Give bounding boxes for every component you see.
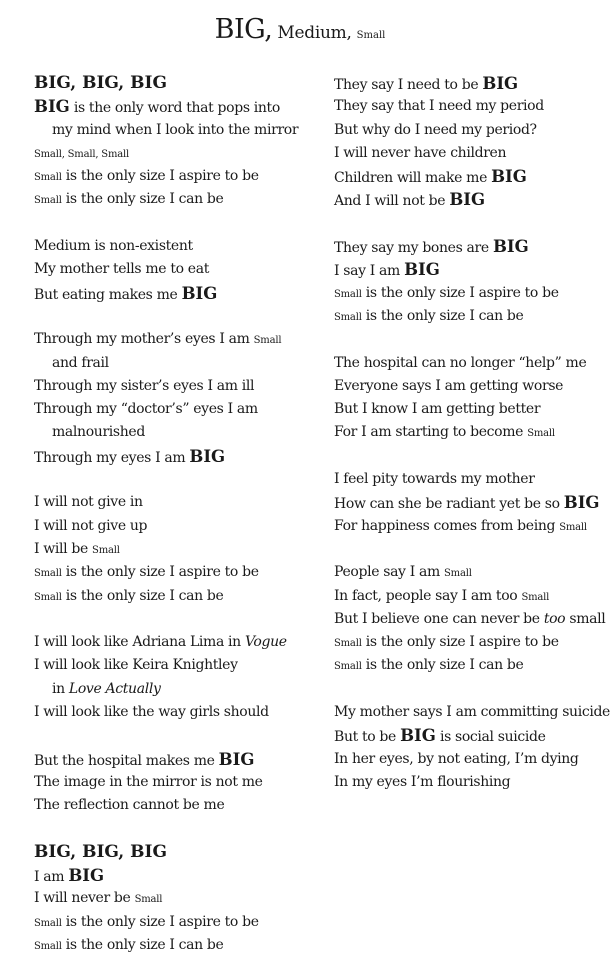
line-text: In fact, people say I am too — [334, 587, 522, 604]
small-word: Small — [334, 311, 362, 323]
poem-line — [34, 258, 316, 281]
poem-line — [334, 771, 596, 794]
poem-line — [334, 631, 596, 654]
stanza-heading — [34, 72, 316, 95]
poem-line — [34, 398, 316, 421]
line-text: is the only size I aspire to be — [61, 913, 259, 930]
line-text: My mother says I am committing suicide — [334, 704, 610, 721]
poem-line — [34, 375, 316, 398]
poem-line — [34, 235, 316, 258]
big-word: BIG — [68, 866, 105, 886]
small-word: Small — [334, 288, 362, 300]
italic-text: too — [543, 610, 566, 627]
big-word: BIG — [449, 190, 486, 210]
line-text: How can she be radiant yet be so — [334, 496, 564, 513]
line-text: And I will not be — [334, 193, 450, 210]
small-word: Small, Small, Small — [34, 148, 129, 160]
line-text: I will look like the way girls should — [34, 704, 269, 721]
poem-line — [34, 864, 316, 887]
small-word: Small — [34, 591, 62, 603]
poem-line — [334, 491, 600, 514]
line-text: I will never be — [34, 890, 135, 907]
line-text: Through my mother’s eyes I am — [34, 331, 254, 348]
line-text: Everyone says I am getting worse — [334, 377, 564, 394]
poem-line — [334, 375, 596, 398]
small-word: Small — [334, 661, 362, 673]
line-text: But I believe one can never be — [334, 610, 544, 627]
poem-line — [34, 188, 316, 211]
poem-line — [34, 934, 316, 957]
poem-line — [34, 142, 316, 165]
poem-line — [34, 165, 316, 188]
line-text: The image in the mirror is not me — [34, 773, 263, 790]
line-text: is the only size I aspire to be — [361, 634, 559, 651]
line-text: my mind when I look into the mirror — [52, 121, 299, 138]
poem-line — [334, 561, 596, 584]
small-word: Small — [34, 568, 62, 580]
line-text: I will not give up — [34, 517, 148, 534]
line-text: They say that I need my period — [334, 98, 544, 115]
big-word: BIG — [563, 493, 600, 513]
poem-line — [34, 538, 316, 561]
line-text: I will be — [34, 540, 93, 557]
small-word: Small — [253, 335, 282, 347]
poem-line — [34, 911, 316, 934]
line-text: is the only size I aspire to be — [361, 284, 559, 301]
small-word: Small — [34, 195, 62, 207]
poem-line — [334, 421, 596, 444]
line-text: is the only size I can be — [361, 307, 524, 324]
big-word: BIG — [181, 283, 218, 303]
poem-line — [34, 585, 316, 608]
poem-line — [34, 515, 316, 538]
poem-line — [334, 608, 606, 631]
poem-line — [34, 887, 316, 910]
poem-line — [334, 188, 596, 211]
big-word: BIG — [404, 260, 440, 280]
poem-line — [334, 585, 596, 608]
line-text: The reflection cannot be me — [34, 797, 225, 814]
line-text: I will never have children — [334, 144, 507, 161]
poem-line — [334, 515, 596, 538]
poem-line — [334, 235, 596, 258]
line-text: is the only size I can be — [61, 587, 224, 604]
poem-line — [34, 491, 316, 514]
poem-line — [334, 724, 596, 747]
poem-right-column — [334, 72, 610, 794]
line-text: Through my sister’s eyes I am ill — [34, 377, 255, 394]
poem-line — [334, 748, 596, 771]
small-word: Small — [34, 172, 62, 184]
poem-line — [34, 794, 316, 817]
line-text: in — [52, 680, 69, 697]
title-big: BIG, — [214, 14, 273, 45]
poem-line — [334, 282, 596, 305]
poem-line — [34, 282, 316, 305]
poem-line — [34, 654, 316, 677]
line-text: Through my “doctor’s” eyes I am — [34, 401, 258, 418]
line-text: is the only size I aspire to be — [61, 564, 259, 581]
line-text: BIG, BIG, BIG — [34, 841, 167, 862]
line-text: I will look like Keira Knightley — [34, 657, 238, 674]
poem-line — [34, 701, 316, 724]
poem-line — [34, 771, 316, 794]
big-word: BIG — [491, 167, 527, 187]
line-text: They say my bones are — [334, 240, 493, 257]
poem-line — [334, 352, 596, 375]
line-text: I will look like Adriana Lima in — [34, 634, 245, 651]
small-word: Small — [444, 568, 472, 580]
line-text: is the only size I can be — [61, 936, 224, 953]
line-text: small — [565, 610, 606, 627]
line-text: is the only size I can be — [361, 657, 524, 674]
line-text: They say I need to be — [334, 77, 483, 93]
big-word: BIG — [218, 749, 255, 769]
italic-text: Vogue — [244, 634, 287, 651]
line-text: The hospital can no longer “help” me — [334, 354, 587, 371]
poem-line — [334, 72, 596, 95]
line-text: I am — [34, 869, 69, 886]
line-text: My mother tells me to eat — [34, 261, 209, 278]
line-text: For happiness comes from being — [334, 517, 560, 534]
poem-left-column — [34, 72, 316, 957]
stanza-heading — [34, 841, 316, 864]
line-text: I feel pity towards my mother — [334, 471, 535, 488]
small-word: Small — [521, 591, 550, 603]
line-text: I will not give in — [34, 494, 143, 511]
title-small: Small — [356, 30, 386, 41]
poem-line — [34, 445, 316, 468]
poem-line — [34, 95, 316, 118]
poem-line — [34, 328, 316, 351]
line-text: For I am starting to become — [334, 424, 528, 441]
small-word: Small — [134, 894, 163, 906]
line-text: Children will make me — [334, 170, 492, 187]
big-word: BIG — [189, 446, 226, 466]
line-text: But eating makes me — [34, 286, 182, 303]
line-text: malnourished — [52, 424, 145, 441]
small-word: Small — [92, 544, 120, 556]
big-word: BIG — [400, 726, 436, 746]
line-text: I say I am — [334, 263, 405, 280]
poem-line — [334, 305, 596, 328]
poem-line — [34, 119, 316, 142]
poem-line — [334, 95, 596, 118]
line-text: But the hospital makes me — [34, 752, 219, 769]
title-medium: Medium, — [277, 23, 352, 43]
poem-line — [334, 654, 596, 677]
small-word: Small — [527, 428, 555, 440]
big-word: BIG — [482, 74, 519, 93]
line-text: People say I am — [334, 564, 445, 581]
line-text: But why do I need my period? — [334, 121, 537, 138]
poem-line — [34, 748, 316, 771]
line-text: is the only size I aspire to be — [61, 168, 259, 185]
poem-line — [334, 258, 596, 281]
line-text: In her eyes, by not eating, I’m dying — [334, 750, 579, 767]
poem-line — [334, 468, 596, 491]
line-text: is social suicide — [435, 729, 546, 746]
line-text: is the only word that pops into — [69, 100, 280, 117]
line-text: Through my eyes I am — [34, 449, 190, 466]
big-word: BIG — [492, 237, 529, 257]
poem-line — [334, 701, 610, 724]
poem-title — [0, 16, 600, 43]
line-text: Medium is non-existent — [34, 238, 193, 255]
poem-line — [34, 352, 316, 375]
poem-line — [334, 398, 596, 421]
poem-line — [334, 119, 596, 142]
line-text: is the only size I can be — [61, 191, 224, 208]
poem-line — [34, 561, 316, 584]
small-word: Small — [559, 521, 587, 533]
big-word: BIG — [34, 97, 70, 117]
line-text: In my eyes I’m flourishing — [334, 773, 511, 790]
poem-line — [34, 631, 316, 654]
italic-text: Love Actually — [68, 680, 161, 697]
line-text: But to be — [334, 729, 401, 746]
small-word: Small — [34, 940, 62, 952]
poem-line — [34, 678, 316, 701]
small-word: Small — [334, 638, 362, 650]
poem-line — [334, 142, 596, 165]
line-text: and frail — [52, 354, 109, 371]
poem-line — [34, 421, 316, 444]
line-text: BIG, BIG, BIG — [34, 73, 167, 93]
poem-line — [334, 165, 596, 188]
small-word: Small — [34, 917, 62, 929]
line-text: But I know I am getting better — [334, 401, 541, 418]
